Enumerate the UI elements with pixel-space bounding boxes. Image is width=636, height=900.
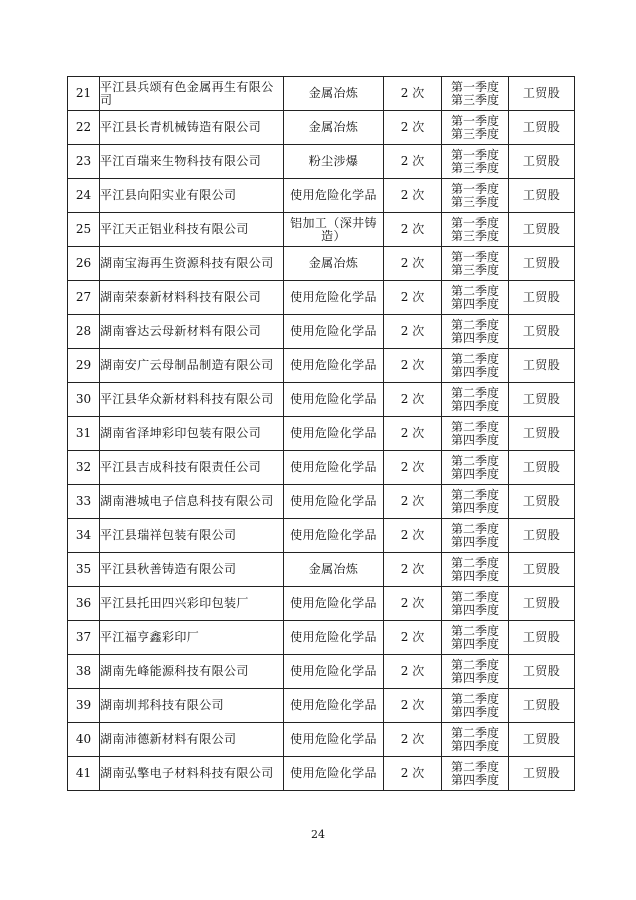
hazard-type-cell: 铝加工（深井铸造） xyxy=(284,213,384,247)
hazard-type-cell: 使用危险化学品 xyxy=(284,383,384,417)
inspection-table xyxy=(67,76,575,791)
table-row xyxy=(68,281,575,315)
inspection-frequency-cell: 2 次 xyxy=(384,451,442,485)
quarter-label: 第二季度 xyxy=(450,317,499,332)
quarter-label: 第四季度 xyxy=(450,432,499,447)
quarter-label: 第二季度 xyxy=(450,555,499,570)
inspection-frequency-cell: 2 次 xyxy=(384,519,442,553)
quarter-label: 第一季度 xyxy=(450,181,499,196)
company-name-cell: 平江县向阳实业有限公司 xyxy=(100,179,284,213)
quarter-cell xyxy=(442,451,509,485)
department-cell: 工贸股 xyxy=(509,383,575,417)
department-cell: 工贸股 xyxy=(509,247,575,281)
inspection-frequency-cell: 2 次 xyxy=(384,281,442,315)
table-row xyxy=(68,655,575,689)
quarter-label: 第四季度 xyxy=(450,500,499,515)
table-row xyxy=(68,723,575,757)
department-cell: 工贸股 xyxy=(509,621,575,655)
department-cell: 工贸股 xyxy=(509,519,575,553)
quarter-label: 第二季度 xyxy=(450,283,499,298)
hazard-type-cell: 使用危险化学品 xyxy=(284,689,384,723)
table-row xyxy=(68,247,575,281)
quarter-label: 第三季度 xyxy=(450,126,499,141)
quarter-label: 第一季度 xyxy=(450,113,499,128)
inspection-frequency-cell: 2 次 xyxy=(384,179,442,213)
quarter-label: 第四季度 xyxy=(450,534,499,549)
row-number-cell: 34 xyxy=(68,519,100,553)
quarter-label: 第一季度 xyxy=(450,215,499,230)
quarter-label: 第三季度 xyxy=(450,262,499,277)
quarter-label: 第二季度 xyxy=(450,521,499,536)
row-number-cell: 30 xyxy=(68,383,100,417)
row-number-cell: 37 xyxy=(68,621,100,655)
inspection-frequency-cell: 2 次 xyxy=(384,621,442,655)
quarter-cell xyxy=(442,281,509,315)
company-name-cell: 湖南睿达云母新材料有限公司 xyxy=(100,315,284,349)
hazard-type-cell: 使用危险化学品 xyxy=(284,655,384,689)
table-row xyxy=(68,213,575,247)
company-name-cell: 平江县秋善铸造有限公司 xyxy=(100,553,284,587)
inspection-frequency-cell: 2 次 xyxy=(384,145,442,179)
row-number-cell: 25 xyxy=(68,213,100,247)
quarter-label: 第四季度 xyxy=(450,466,499,481)
table-row xyxy=(68,621,575,655)
table-row xyxy=(68,519,575,553)
quarter-label: 第二季度 xyxy=(450,657,499,672)
company-name-cell: 平江县托田四兴彩印包装厂 xyxy=(100,587,284,621)
row-number-cell: 21 xyxy=(68,77,100,111)
hazard-type-cell: 使用危险化学品 xyxy=(284,587,384,621)
row-number-cell: 41 xyxy=(68,757,100,791)
inspection-frequency-cell: 2 次 xyxy=(384,689,442,723)
quarter-cell xyxy=(442,179,509,213)
hazard-type-cell: 使用危险化学品 xyxy=(284,417,384,451)
row-number-cell: 32 xyxy=(68,451,100,485)
inspection-frequency-cell: 2 次 xyxy=(384,247,442,281)
department-cell: 工贸股 xyxy=(509,553,575,587)
quarter-cell xyxy=(442,383,509,417)
quarter-cell xyxy=(442,349,509,383)
quarter-cell xyxy=(442,485,509,519)
department-cell: 工贸股 xyxy=(509,145,575,179)
row-number-cell: 36 xyxy=(68,587,100,621)
table-row xyxy=(68,587,575,621)
quarter-label: 第二季度 xyxy=(450,487,499,502)
hazard-type-cell: 使用危险化学品 xyxy=(284,179,384,213)
quarter-label: 第四季度 xyxy=(450,636,499,651)
hazard-type-cell: 使用危险化学品 xyxy=(284,757,384,791)
row-number-cell: 40 xyxy=(68,723,100,757)
quarter-label: 第二季度 xyxy=(450,385,499,400)
quarter-label: 第二季度 xyxy=(450,419,499,434)
quarter-cell xyxy=(442,213,509,247)
quarter-cell xyxy=(442,621,509,655)
hazard-type-cell: 金属冶炼 xyxy=(284,77,384,111)
hazard-type-cell: 粉尘涉爆 xyxy=(284,145,384,179)
quarter-label: 第四季度 xyxy=(450,364,499,379)
department-cell: 工贸股 xyxy=(509,315,575,349)
quarter-label: 第四季度 xyxy=(450,704,499,719)
department-cell: 工贸股 xyxy=(509,213,575,247)
department-cell: 工贸股 xyxy=(509,417,575,451)
table-row xyxy=(68,349,575,383)
department-cell: 工贸股 xyxy=(509,723,575,757)
quarter-label: 第四季度 xyxy=(450,738,499,753)
inspection-frequency-cell: 2 次 xyxy=(384,349,442,383)
quarter-cell xyxy=(442,145,509,179)
company-name-cell: 平江福亨鑫彩印厂 xyxy=(100,621,284,655)
department-cell: 工贸股 xyxy=(509,689,575,723)
quarter-label: 第三季度 xyxy=(450,194,499,209)
quarter-label: 第一季度 xyxy=(450,249,499,264)
company-name-cell: 湖南港城电子信息科技有限公司 xyxy=(100,485,284,519)
quarter-label: 第三季度 xyxy=(450,92,499,107)
company-name-cell: 湖南宝海再生资源科技有限公司 xyxy=(100,247,284,281)
company-name-cell: 湖南先峰能源科技有限公司 xyxy=(100,655,284,689)
quarter-label: 第四季度 xyxy=(450,330,499,345)
quarter-label: 第三季度 xyxy=(450,160,499,175)
inspection-frequency-cell: 2 次 xyxy=(384,553,442,587)
quarter-label: 第四季度 xyxy=(450,670,499,685)
company-name-cell: 平江县吉成科技有限责任公司 xyxy=(100,451,284,485)
hazard-type-cell: 使用危险化学品 xyxy=(284,485,384,519)
inspection-frequency-cell: 2 次 xyxy=(384,213,442,247)
page-number: 24 xyxy=(311,828,325,841)
table-row xyxy=(68,689,575,723)
hazard-type-cell: 使用危险化学品 xyxy=(284,519,384,553)
table-row xyxy=(68,383,575,417)
quarter-cell xyxy=(442,247,509,281)
row-number-cell: 33 xyxy=(68,485,100,519)
company-name-cell: 平江县兵颂有色金属再生有限公司 xyxy=(100,77,284,111)
department-cell: 工贸股 xyxy=(509,111,575,145)
department-cell: 工贸股 xyxy=(509,655,575,689)
company-name-cell: 湖南圳邦科技有限公司 xyxy=(100,689,284,723)
company-name-cell: 平江县华众新材料科技有限公司 xyxy=(100,383,284,417)
company-name-cell: 平江天正铝业科技有限公司 xyxy=(100,213,284,247)
table-row xyxy=(68,451,575,485)
department-cell: 工贸股 xyxy=(509,451,575,485)
department-cell: 工贸股 xyxy=(509,757,575,791)
quarter-label: 第四季度 xyxy=(450,602,499,617)
quarter-cell xyxy=(442,553,509,587)
table-row xyxy=(68,485,575,519)
inspection-frequency-cell: 2 次 xyxy=(384,315,442,349)
department-cell: 工贸股 xyxy=(509,349,575,383)
table-body xyxy=(68,77,575,791)
row-number-cell: 24 xyxy=(68,179,100,213)
table-row xyxy=(68,553,575,587)
inspection-frequency-cell: 2 次 xyxy=(384,111,442,145)
row-number-cell: 22 xyxy=(68,111,100,145)
row-number-cell: 31 xyxy=(68,417,100,451)
table-row xyxy=(68,111,575,145)
table-row xyxy=(68,145,575,179)
quarter-label: 第三季度 xyxy=(450,228,499,243)
quarter-label: 第二季度 xyxy=(450,351,499,366)
quarter-label: 第四季度 xyxy=(450,568,499,583)
quarter-label: 第四季度 xyxy=(450,296,499,311)
inspection-frequency-cell: 2 次 xyxy=(384,383,442,417)
row-number-cell: 27 xyxy=(68,281,100,315)
hazard-type-cell: 金属冶炼 xyxy=(284,247,384,281)
quarter-label: 第二季度 xyxy=(450,453,499,468)
company-name-cell: 平江百瑞来生物科技有限公司 xyxy=(100,145,284,179)
hazard-type-cell: 使用危险化学品 xyxy=(284,281,384,315)
inspection-frequency-cell: 2 次 xyxy=(384,417,442,451)
row-number-cell: 29 xyxy=(68,349,100,383)
hazard-type-cell: 使用危险化学品 xyxy=(284,621,384,655)
hazard-type-cell: 金属冶炼 xyxy=(284,553,384,587)
quarter-cell xyxy=(442,587,509,621)
quarter-label: 第一季度 xyxy=(450,79,499,94)
table-row xyxy=(68,77,575,111)
inspection-frequency-cell: 2 次 xyxy=(384,485,442,519)
quarter-label: 第二季度 xyxy=(450,589,499,604)
quarter-label: 第二季度 xyxy=(450,725,499,740)
department-cell: 工贸股 xyxy=(509,281,575,315)
hazard-type-cell: 金属冶炼 xyxy=(284,111,384,145)
hazard-type-cell: 使用危险化学品 xyxy=(284,723,384,757)
row-number-cell: 26 xyxy=(68,247,100,281)
company-name-cell: 平江县瑞祥包装有限公司 xyxy=(100,519,284,553)
department-cell: 工贸股 xyxy=(509,77,575,111)
row-number-cell: 28 xyxy=(68,315,100,349)
hazard-type-cell: 使用危险化学品 xyxy=(284,315,384,349)
hazard-type-cell: 使用危险化学品 xyxy=(284,349,384,383)
quarter-cell xyxy=(442,723,509,757)
department-cell: 工贸股 xyxy=(509,485,575,519)
table-row xyxy=(68,179,575,213)
quarter-label: 第二季度 xyxy=(450,759,499,774)
company-name-cell: 湖南弘擎电子材料科技有限公司 xyxy=(100,757,284,791)
department-cell: 工贸股 xyxy=(509,587,575,621)
company-name-cell: 湖南安广云母制品制造有限公司 xyxy=(100,349,284,383)
inspection-frequency-cell: 2 次 xyxy=(384,723,442,757)
inspection-frequency-cell: 2 次 xyxy=(384,587,442,621)
quarter-label: 第二季度 xyxy=(450,691,499,706)
quarter-label: 第四季度 xyxy=(450,772,499,787)
row-number-cell: 23 xyxy=(68,145,100,179)
table-row xyxy=(68,315,575,349)
company-name-cell: 湖南荣泰新材料科技有限公司 xyxy=(100,281,284,315)
table-row xyxy=(68,757,575,791)
quarter-cell xyxy=(442,77,509,111)
quarter-cell xyxy=(442,757,509,791)
inspection-frequency-cell: 2 次 xyxy=(384,655,442,689)
row-number-cell: 35 xyxy=(68,553,100,587)
company-name-cell: 湖南省泽坤彩印包装有限公司 xyxy=(100,417,284,451)
inspection-frequency-cell: 2 次 xyxy=(384,757,442,791)
quarter-cell xyxy=(442,655,509,689)
quarter-label: 第一季度 xyxy=(450,147,499,162)
quarter-cell xyxy=(442,417,509,451)
department-cell: 工贸股 xyxy=(509,179,575,213)
quarter-label: 第二季度 xyxy=(450,623,499,638)
hazard-type-cell: 使用危险化学品 xyxy=(284,451,384,485)
inspection-frequency-cell: 2 次 xyxy=(384,77,442,111)
quarter-cell xyxy=(442,315,509,349)
row-number-cell: 38 xyxy=(68,655,100,689)
company-name-cell: 湖南沛德新材料有限公司 xyxy=(100,723,284,757)
company-name-cell: 平江县长青机械铸造有限公司 xyxy=(100,111,284,145)
row-number-cell: 39 xyxy=(68,689,100,723)
quarter-cell xyxy=(442,519,509,553)
quarter-label: 第四季度 xyxy=(450,398,499,413)
quarter-cell xyxy=(442,111,509,145)
table-row xyxy=(68,417,575,451)
quarter-cell xyxy=(442,689,509,723)
